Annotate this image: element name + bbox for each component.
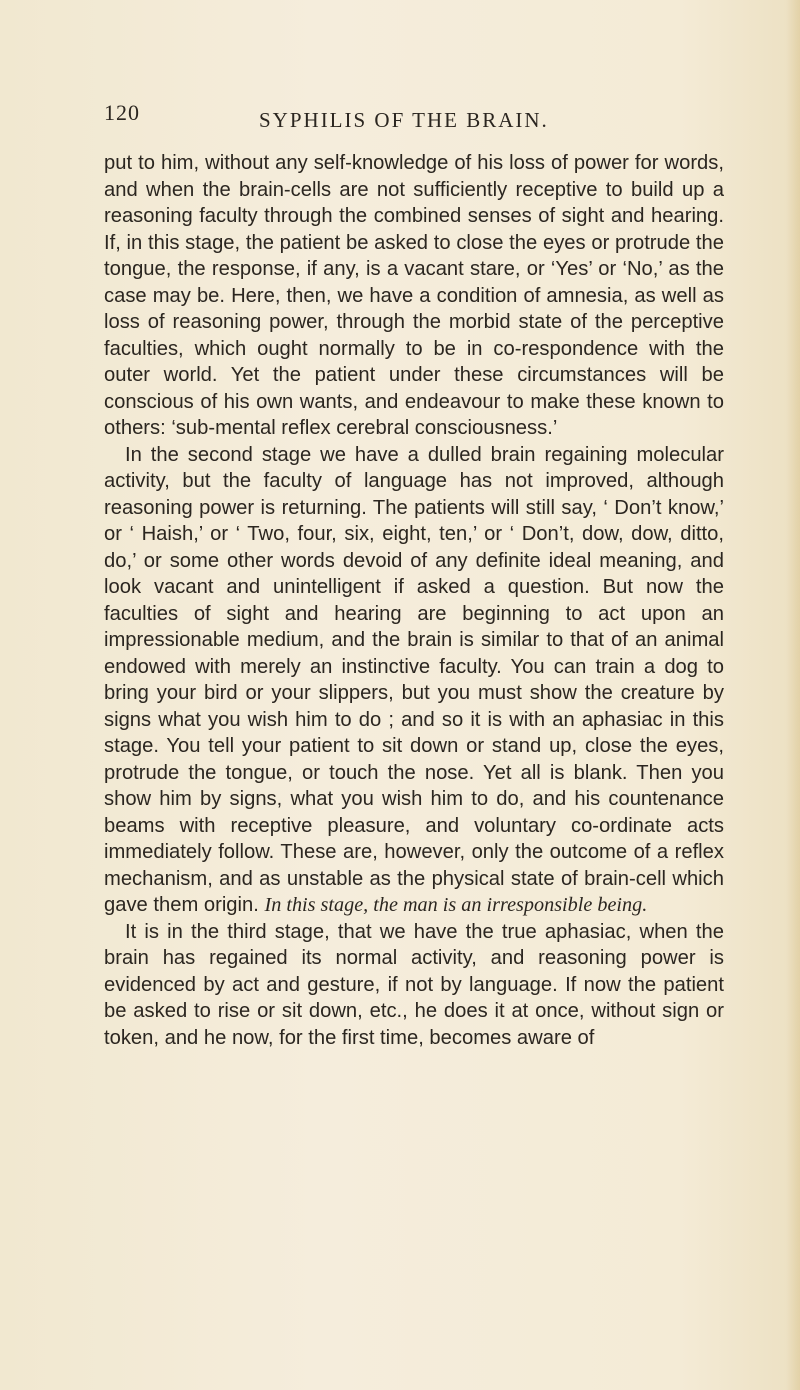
- paragraph-3-text: It is in the third stage, that we have the true aphasiac, when the brain has regained its normal activity, and reasoning power is evidenced by act and gesture, if not by language. If now the patient be asked to rise or sit down, etc., he does it at once, without sign or token, and he now, for the first time, becomes aware of: [104, 920, 724, 1049]
- page-header: [104, 100, 730, 136]
- paragraph-2-italic-text: In this stage, the man is an irresponsible being.: [264, 894, 648, 916]
- paragraph-2: [104, 442, 724, 919]
- paragraph-1-text: put to him, without any self-knowledge of his loss of power for words, and when the brain-cells are not sufficiently receptive to build up a reasoning faculty through the combined senses of sight and hearing. If, in this stage, the patient be asked to close the eyes or protrude the tongue, the response, if any, is a vacant stare, or ‘Yes’ or ‘No,’ as the case may be. Here, then, we have a condition of amnesia, as well as loss of reasoning power, through the morbid state of the perceptive faculties, which ought normally to be in co-respondence with the outer world. Yet the patient under these circumstances will be conscious of his own wants, and endeavour to make these known to others: ‘sub-mental reflex cerebral consciousness.’: [104, 152, 724, 439]
- paragraph-3: [104, 919, 724, 1052]
- paragraph-1: [104, 150, 724, 442]
- paragraph-2-text: In the second stage we have a dulled brain regaining molecular activity, but the faculty of language has not improved, although reasoning power is returning. The patients will still say, ‘ Don’t know,’ or ‘ Haish,’ or ‘ Two, four, six, eight, ten,’ or ‘ Don’t, dow, dow, ditto, do,’ or some other words devoid of any definite ideal meaning, and look vacant and unintelligent if asked a question. But now the faculties of sight and hearing are beginning to act upon an impressionable medium, and the brain is similar to that of an animal endowed with merely an instinctive faculty. You can train a dog to bring your bird or your slippers, but you must show the creature by signs what you wish him to do ; and so it is with an aphasiac in this stage. You tell your patient to sit down or stand up, close the eyes, protrude the tongue, or touch the nose. Yet all is blank. Then you show him by signs, what you wish him to do, and his countenance beams with receptive pleasure, and voluntary co-ordinate acts immediately follow. These are, however, only the outcome of a reflex mechanism, and as unstable as the physical state of brain-cell which gave them origin.: [104, 443, 724, 916]
- running-title: SYPHILIS OF THE BRAIN.: [259, 108, 549, 132]
- page-number: 120: [104, 100, 140, 125]
- page-edge-shadow: [786, 0, 800, 1390]
- body-text: [104, 150, 724, 1051]
